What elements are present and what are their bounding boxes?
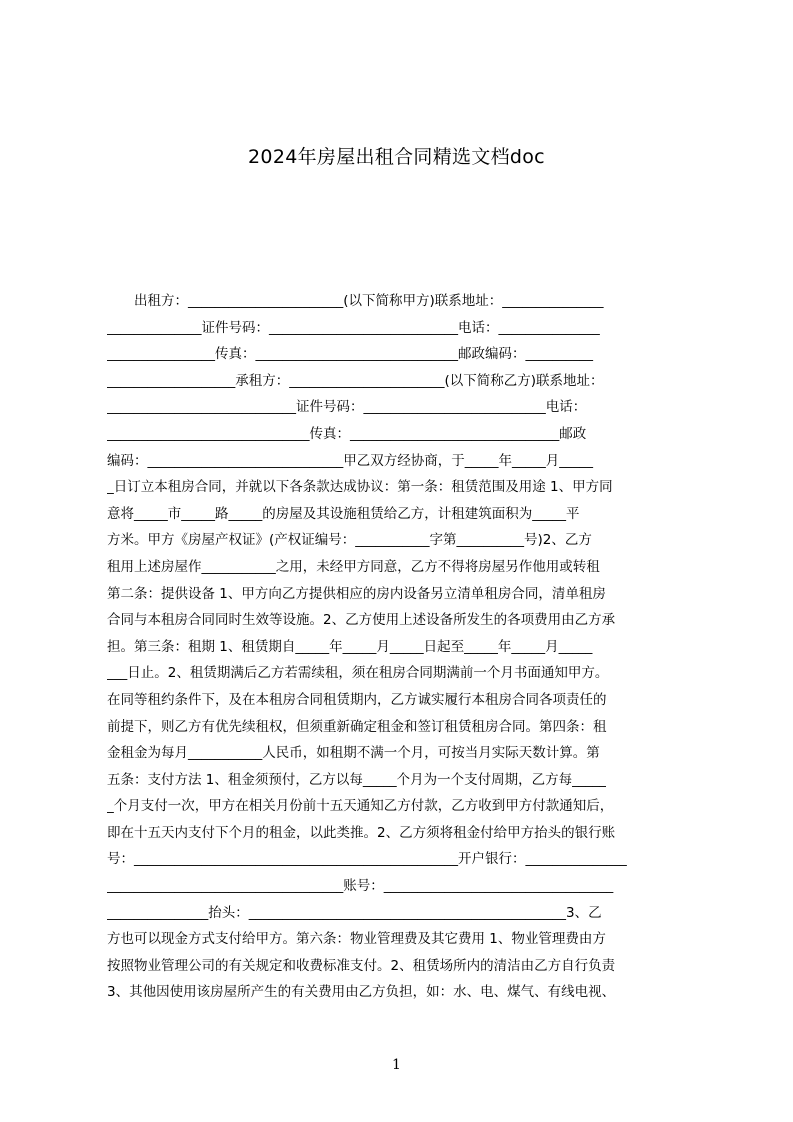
body-line: 金租金为每月___________人民币，如租期不满一个月，可按当月实际天数计算。第 [107,745,600,762]
body-line: _______________抬头：_______________________________________________3、乙 [107,904,602,921]
document-title: 2024年房屋出租合同精选文档doc [248,146,545,168]
body-line: ______________________________传真：_______________________________邮政 [107,425,587,442]
body-line: 在同等租约条件下，及在本租房合同租赁期内，乙方诚实履行本租房合同各项责任的 [107,691,607,708]
body-line: 即在十五天内支付下个月的租金，以此类推。2、乙方须将租金付给甲方抬头的银行账 [107,824,616,841]
body-line: 方也可以现金方式支付给甲方。第六条：物业管理费及其它费用 1、物业管理费由方 [107,931,606,948]
body-line: ___日止。2、租赁期满后乙方若需续租，须在租房合同期满前一个月书面通知甲方。 [107,665,609,682]
body-line: ________________传真：______________________________邮政编码：__________ [107,346,593,363]
body-line: _个月支付一次，甲方在相关月份前十五天通知乙方付款，乙方收到甲方付款通知后， [107,798,614,815]
body-line: 第二条：提供设备 1、甲方向乙方提供相应的房内设备另立清单租房合同，清单租房 [107,585,606,602]
body-line: ____________________________证件号码：___________________________电话： [107,399,587,416]
body-line: 合同与本租房合同同时生效等设施。2、乙方使用上述设备所发生的各项费用由乙方承 [107,612,616,629]
contract-body [107,288,697,1006]
body-line: 3、其他因使用该房屋所产生的有关费用由乙方负担，如：水、电、煤气、有线电视、 [107,984,616,1001]
body-line: 方米。甲方《房屋产权证》(产权证编号：___________字第__________号)2、乙方 [107,532,592,549]
body-line: 出租方：_______________________(以下简称甲方)联系地址：_______________ [107,293,604,309]
body-line: 前提下，则乙方有优先续租权，但须重新确定租金和签订租赁租房合同。第四条：租 [107,718,607,735]
page-number: 1 [392,1057,401,1073]
body-line: ______________证件号码：____________________________电话：_______________ [107,319,600,336]
body-line: _日订立本租房合同，并就以下各条款达成协议：第一条：租赁范围及用途 1、甲方同 [107,479,613,496]
body-line: 租用上述房屋作___________之用，未经甲方同意，乙方不得将房屋另作他用或转租 [107,558,600,575]
body-line: 五条：支付方法 1、租金须预付，乙方以每_____个月为一个支付周期，乙方每_____ [107,771,606,788]
body-line: ___________________________________账号：__________________________________ [107,878,614,895]
body-line: 编码：_____________________________甲乙双方经协商，于_____年_____月_____ [107,452,593,469]
body-line: 意将_____市_____路_____的房屋及其设施租赁给乙方，计租建筑面积为_____平 [107,505,580,522]
body-line: 担。第三条：租期 1、租赁期自_____年_____月_____日起至_____年_____月_____ [107,638,593,655]
body-line: 按照物业管理公司的有关规定和收费标准支付。2、租赁场所内的清洁由乙方自行负责 [107,957,616,974]
body-line: 号：________________________________________________开户银行：_______________ [107,851,627,868]
body-line: ___________________承租方：_______________________(以下简称乙方)联系地址： [107,372,604,389]
